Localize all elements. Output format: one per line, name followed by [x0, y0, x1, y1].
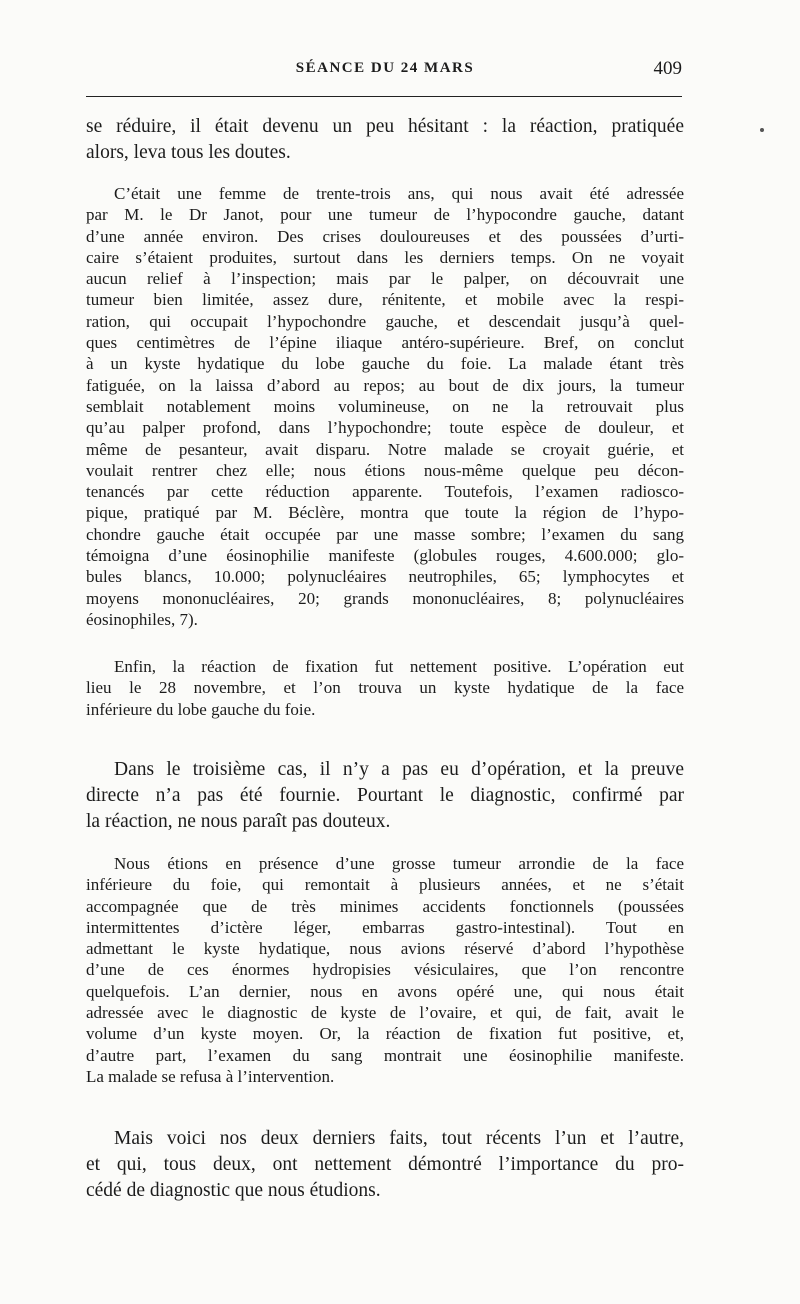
text-line: fatiguée, on la laissa d’abord au repos; au bout de dix jours, la tumeur — [86, 375, 684, 395]
text-line: par M. le Dr Janot, pour une tumeur de l’hypocondre gauche, datant — [86, 205, 684, 225]
text-line: aucun relief à l’inspection; mais par le palper, on découvrait une — [86, 269, 684, 289]
text-line: C’était une femme de trente-trois ans, qui nous avait été adressée — [114, 184, 684, 203]
text-line: ques centimètres de l’épine iliaque antéro-supérieure. Bref, on conclut — [86, 333, 684, 353]
text-line: quelquefois. L’an dernier, nous en avons opéré une, qui nous était — [86, 981, 684, 1001]
text-line: chondre gauche était occupée par une masse sombre; l’examen du sang — [86, 524, 684, 544]
text-line: directe n’a pas été fournie. Pourtant le diagnostic, confirmé par — [86, 785, 684, 806]
text-line: intermittentes d’ictère léger, embarras gastro-intestinal). Tout en — [86, 917, 684, 937]
text-line: caire s’étaient produites, surtout dans les derniers temps. On ne voyait — [86, 247, 684, 267]
running-title: SÉANCE DU 24 MARS — [295, 60, 475, 76]
text-line: Dans le troisième cas, il n’y a pas eu d’opération, et la preuve — [114, 759, 684, 780]
text-line: admettant le kyste hydatique, nous avions réservé d’abord l’hypothèse — [86, 939, 684, 959]
paragraph-5 — [86, 853, 684, 1087]
text-line: d’une année environ. Des crises douloureuses et des poussées d’urti- — [86, 226, 684, 246]
paragraph-3 — [86, 656, 684, 720]
text-line: bules blancs, 10.000; polynucléaires neutrophiles, 65; lymphocytes et — [86, 567, 684, 587]
text-line: d’une de ces énormes hydropisies vésiculaires, que l’on rencontre — [86, 960, 684, 980]
text-line: Enfin, la réaction de fixation fut nettement positive. L’opération eut — [114, 657, 684, 676]
text-line: moyens mononucléaires, 20; grands mononucléaires, 8; polynucléaires — [86, 588, 684, 608]
paragraph-2 — [86, 183, 684, 630]
text-line: à un kyste hydatique du lobe gauche du foie. La malade étant très — [86, 354, 684, 374]
text-line: volume d’un kyste moyen. Or, la réaction de fixation fut positive, et, — [86, 1024, 684, 1044]
text-line: alors, leva tous les doutes. — [86, 142, 291, 163]
text-line: lieu le 28 novembre, et l’on trouva un kyste hydatique de la face — [86, 678, 684, 698]
paragraph-6 — [86, 1126, 684, 1204]
text-line: témoigna d’une éosinophilie manifeste (globules rouges, 4.600.000; glo- — [86, 546, 684, 566]
page-number: 409 — [653, 58, 682, 79]
text-line: cédé de diagnostic que nous étudions. — [86, 1180, 381, 1201]
text-line: se réduire, il était devenu un peu hésitant : la réaction, pratiquée — [86, 116, 684, 137]
text-line: Nous étions en présence d’une grosse tumeur arrondie de la face — [114, 854, 684, 873]
text-line: même de pesanteur, avait disparu. Notre malade se croyait guérie, et — [86, 439, 684, 459]
header-rule — [86, 96, 682, 97]
paragraph-4 — [86, 757, 684, 835]
text-line: et qui, tous deux, ont nettement démontré l’importance du pro- — [86, 1154, 684, 1175]
text-line: pique, pratiqué par M. Béclère, montra que toute la région de l’hypo- — [86, 503, 684, 523]
text-line: voulait rentrer chez elle; nous étions nous-même quelque peu décon- — [86, 460, 684, 480]
ink-speck — [760, 128, 764, 132]
text-line: tumeur bien limitée, assez dure, rénitente, et mobile avec la respi- — [86, 290, 684, 310]
text-line: éosinophiles, 7). — [86, 609, 198, 629]
text-line: semblait notablement moins volumineuse, on ne la retrouvait plus — [86, 396, 684, 416]
text-line: accompagnée que de très minimes accidents fonctionnels (poussées — [86, 896, 684, 916]
text-line: ration, qui occupait l’hypochondre gauche, et descendait jusqu’à quel- — [86, 311, 684, 331]
text-line: d’autre part, l’examen du sang montrait une éosinophilie manifeste. — [86, 1045, 684, 1065]
text-line: qu’au palper profond, dans l’hypochondre; toute espèce de douleur, et — [86, 418, 684, 438]
text-line: adressée avec le diagnostic de kyste de l’ovaire, et qui, de fait, avait le — [86, 1003, 684, 1023]
text-line: tenancés par cette réduction apparente. Toutefois, l’examen radiosco- — [86, 482, 684, 502]
text-line: Mais voici nos deux derniers faits, tout récents l’un et l’autre, — [114, 1128, 684, 1149]
paragraph-1 — [86, 114, 684, 166]
text-line: la réaction, ne nous paraît pas douteux. — [86, 811, 391, 832]
text-line: La malade se refusa à l’intervention. — [86, 1066, 335, 1086]
text-line: inférieure du foie, qui remontait à plusieurs années, et ne s’était — [86, 875, 684, 895]
page-header — [88, 60, 682, 84]
text-line: inférieure du lobe gauche du foie. — [86, 699, 316, 719]
